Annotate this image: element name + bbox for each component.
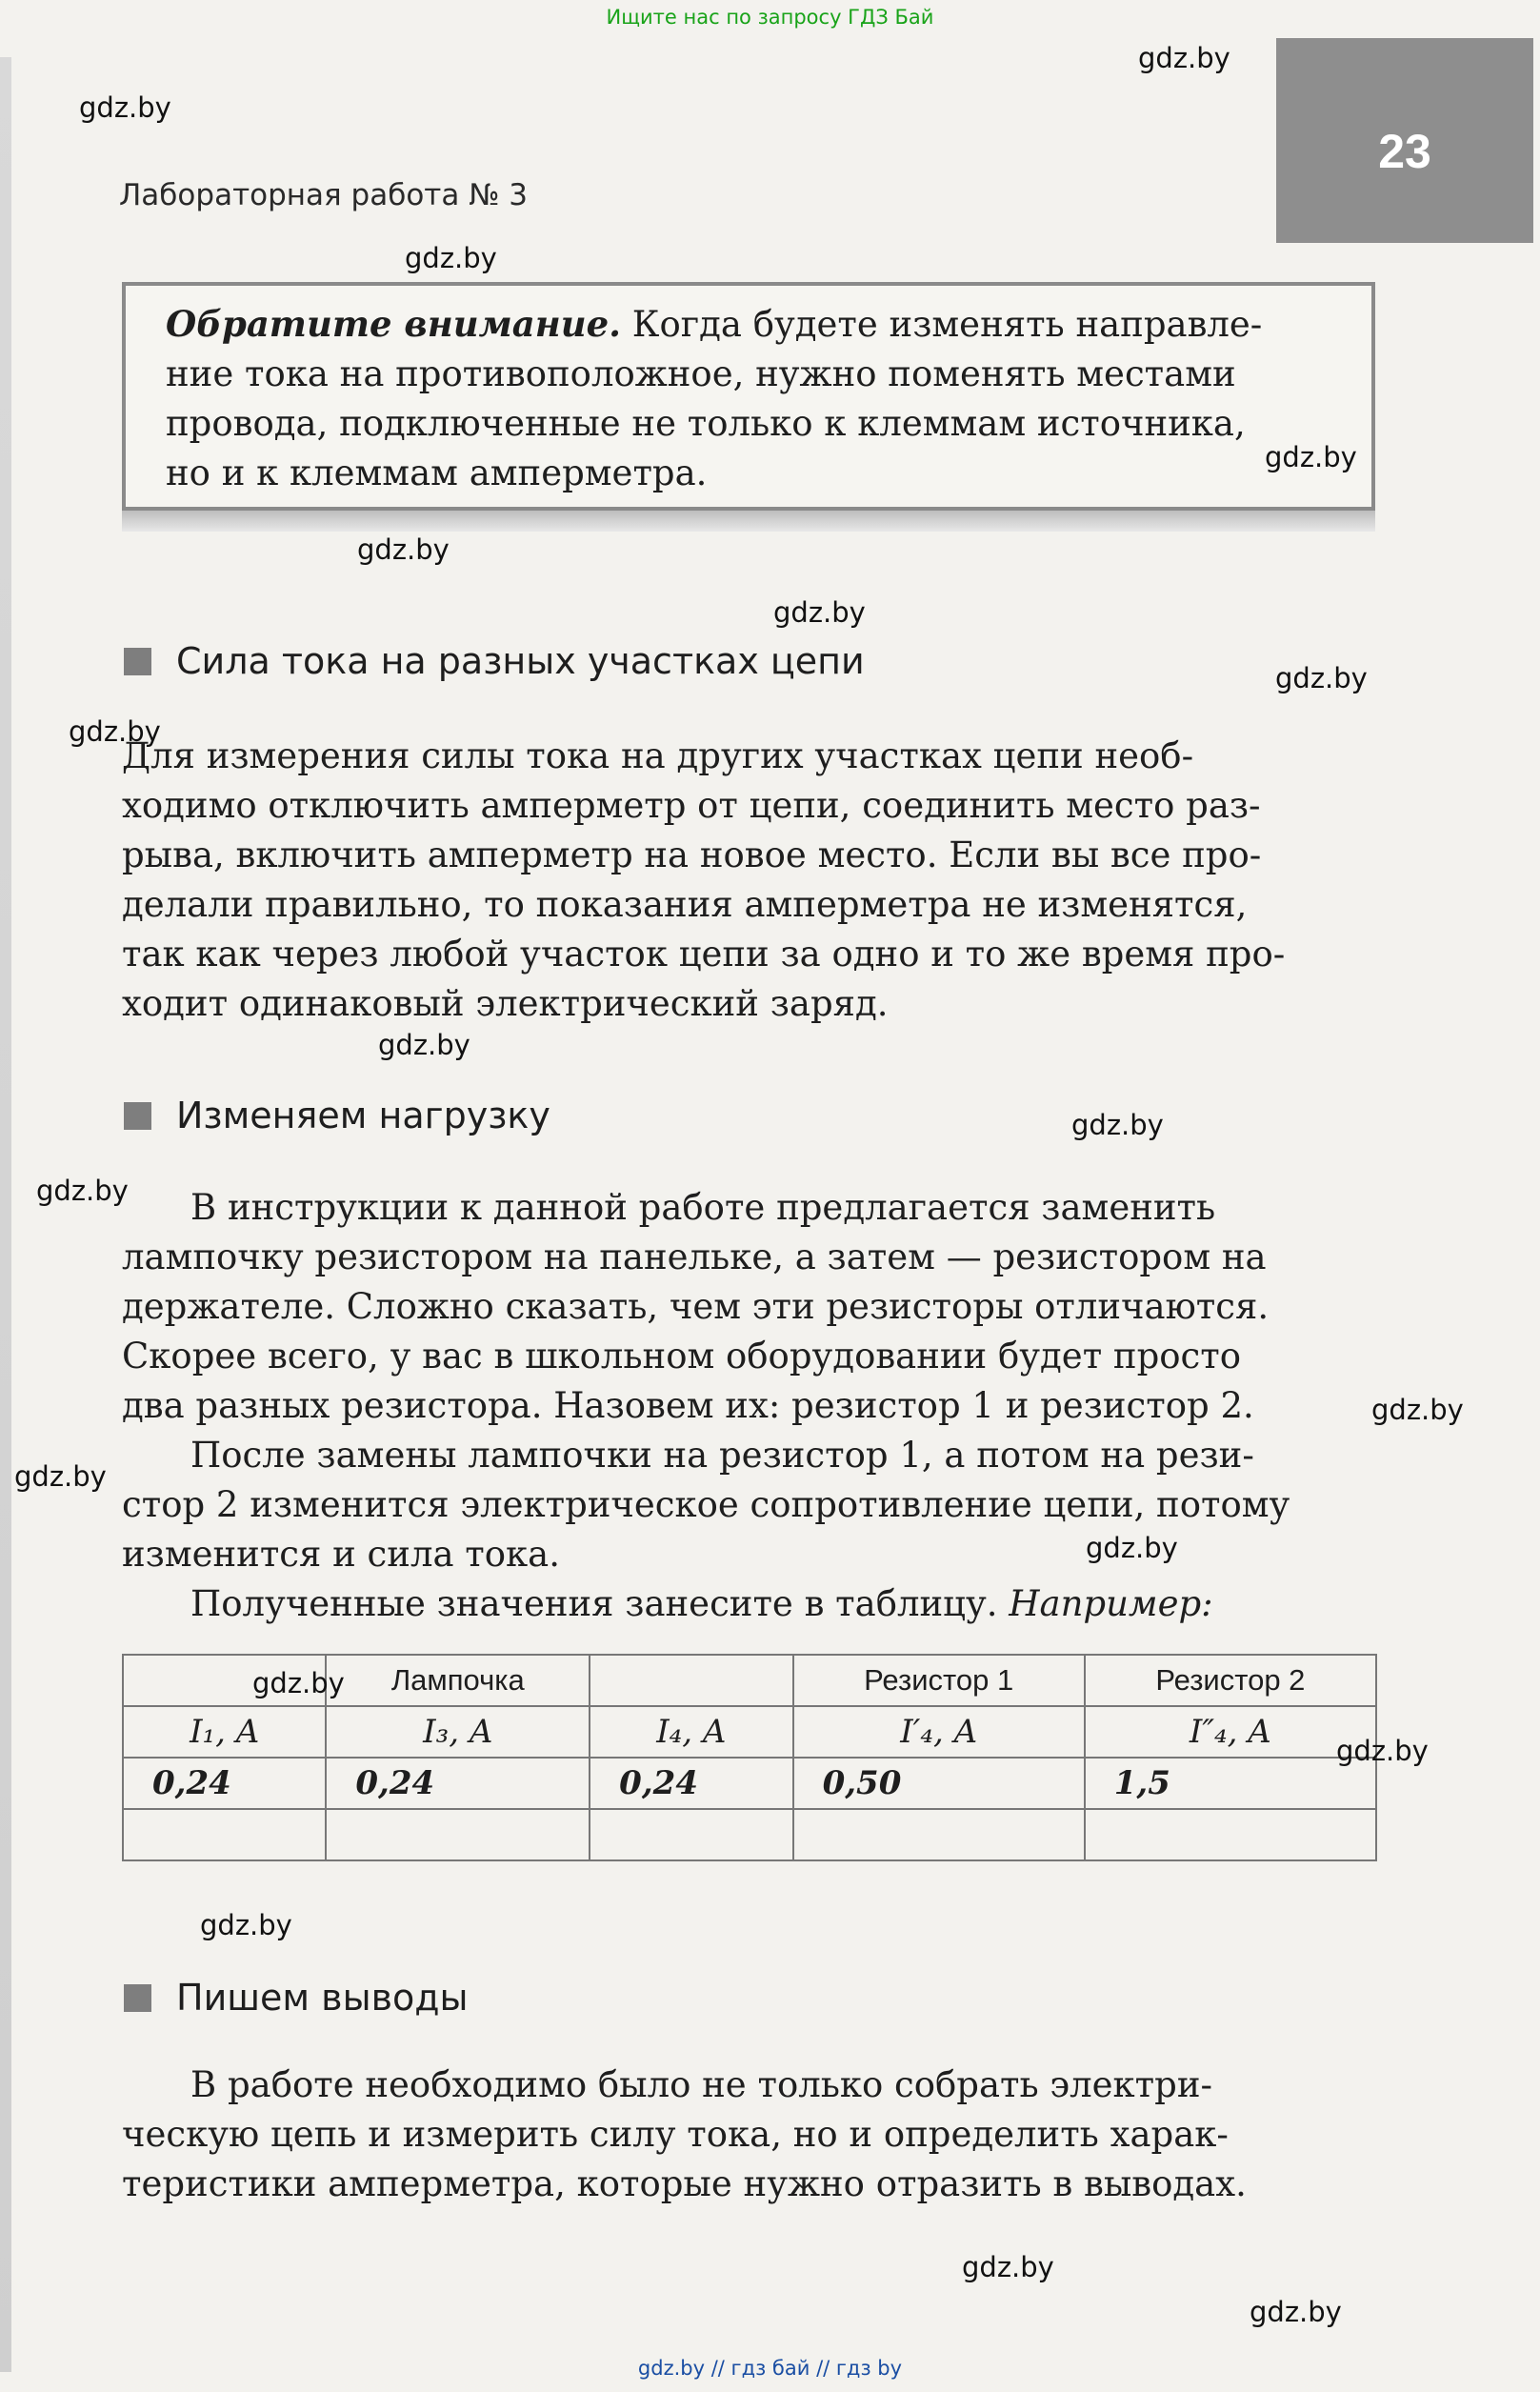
text-line: ческую цепь и измерить силу тока, но и определить харак- <box>122 2114 1229 2155</box>
table-cell: 0,24 <box>326 1758 590 1809</box>
text-line: теристики амперметра, которые нужно отразить в выводах. <box>122 2163 1247 2204</box>
watermark: gdz.by <box>1371 1394 1464 1426</box>
watermark: gdz.by <box>36 1175 129 1207</box>
table-cell: I₄, A <box>590 1706 792 1758</box>
text-line: В инструкции к данной работе предлагается заменить <box>190 1187 1216 1228</box>
text-line: ходимо отключить амперметр от цепи, соединить место раз- <box>122 785 1261 826</box>
top-banner-link[interactable]: Ищите нас по запросу ГДЗ Бай <box>606 6 934 29</box>
section-heading-conclusions <box>124 1977 469 2019</box>
watermark: gdz.by <box>1086 1532 1178 1564</box>
table-empty-row <box>123 1809 1376 1860</box>
section-title: Изменяем нагрузку <box>176 1095 550 1136</box>
text-line: стор 2 изменится электрическое сопротивление цепи, потому <box>122 1484 1290 1525</box>
table-units-row <box>123 1706 1376 1758</box>
table-header-cell: Резистор 1 <box>793 1655 1085 1706</box>
watermark: gdz.by <box>1071 1109 1164 1141</box>
running-header: Лабораторная работа № 3 <box>119 178 529 212</box>
table-cell: 0,24 <box>123 1758 326 1809</box>
section-bullet-icon <box>124 1102 151 1130</box>
watermark: gdz.by <box>200 1909 292 1941</box>
watermark: gdz.by <box>962 2251 1054 2283</box>
section-title: Пишем выводы <box>176 1977 469 2019</box>
watermark: gdz.by <box>773 596 866 629</box>
table-values-row <box>123 1758 1376 1809</box>
section-current-text <box>122 732 1379 1029</box>
table-cell: I′₄, A <box>793 1706 1085 1758</box>
watermark: gdz.by <box>357 533 450 566</box>
section-heading-current <box>124 640 865 682</box>
watermark: gdz.by <box>405 242 497 274</box>
table-cell: I₃, A <box>326 1706 590 1758</box>
section-heading-load <box>124 1095 550 1136</box>
section-bullet-icon <box>124 648 151 675</box>
text-line: После замены лампочки на резистор 1, а потом на рези- <box>190 1435 1254 1476</box>
section-title: Сила тока на разных участках цепи <box>176 640 865 682</box>
note-line: но и к клеммам амперметра. <box>166 452 708 493</box>
table-header-cell: Резистор 2 <box>1085 1655 1376 1706</box>
text-line: рыва, включить амперметр на новое место. Если вы все про- <box>122 834 1262 875</box>
text-line: В работе необходимо было не только собрать электри- <box>190 2064 1212 2105</box>
table-header-cell <box>590 1655 792 1706</box>
note-line: Когда будете изменять направле- <box>621 304 1263 345</box>
watermark: gdz.by <box>1138 42 1230 74</box>
section-bullet-icon <box>124 1984 151 2012</box>
note-line: ние тока на противоположное, нужно поменять местами <box>166 353 1236 394</box>
table-cell: 0,24 <box>590 1758 792 1809</box>
bottom-footer-link[interactable]: gdz.by // гдз бай // гдз by <box>637 2357 903 2380</box>
watermark: gdz.by <box>69 715 161 748</box>
page-number: 23 <box>1378 125 1431 178</box>
watermark: gdz.by <box>252 1667 345 1699</box>
text-line: Скорее всего, у вас в школьном оборудовании будет просто <box>122 1336 1242 1377</box>
table-cell: 1,5 <box>1085 1758 1376 1809</box>
watermark: gdz.by <box>1265 441 1357 473</box>
table-cell: 0,50 <box>793 1758 1085 1809</box>
watermark: gdz.by <box>378 1029 470 1061</box>
table-header-cell: Лампочка <box>326 1655 590 1706</box>
text-line: так как через любой участок цепи за одно и то же время про- <box>122 934 1286 975</box>
section-conclusions-text <box>122 2060 1379 2209</box>
note-lead: Обратите внимание. <box>166 303 622 345</box>
table-intro-text: Полученные значения занесите в таблицу. <box>190 1583 1010 1624</box>
table-cell <box>1085 1809 1376 1860</box>
text-line: держателе. Сложно сказать, чем эти резисторы отличаются. <box>122 1286 1270 1327</box>
text-line: лампочку резистором на панельке, а затем — резистором на <box>122 1236 1267 1277</box>
section-load-text <box>122 1183 1379 1629</box>
text-line: Для измерения силы тока на других участках цепи необ- <box>122 735 1194 776</box>
text-line: делали правильно, то показания амперметра не изменятся, <box>122 884 1248 925</box>
text-line: изменится и сила тока. <box>122 1534 560 1575</box>
text-line: ходит одинаковый электрический заряд. <box>122 983 889 1024</box>
watermark: gdz.by <box>79 91 171 124</box>
table-cell: I₁, A <box>123 1706 326 1758</box>
table-intro-example: Например: <box>1009 1583 1213 1624</box>
note-box-shadow <box>122 511 1375 532</box>
page-edge-shadow <box>0 57 11 2372</box>
attention-note-box <box>122 282 1375 511</box>
table-cell <box>326 1809 590 1860</box>
note-line: провода, подключенные не только к клеммам источника, <box>166 403 1246 444</box>
watermark: gdz.by <box>1250 2296 1342 2328</box>
table-cell: I″₄, A <box>1085 1706 1376 1758</box>
watermark: gdz.by <box>14 1460 107 1493</box>
table-cell <box>590 1809 792 1860</box>
table-cell <box>793 1809 1085 1860</box>
watermark: gdz.by <box>1275 662 1368 694</box>
table-cell <box>123 1809 326 1860</box>
text-line: два разных резистора. Назовем их: резистор 1 и резистор 2. <box>122 1385 1254 1426</box>
watermark: gdz.by <box>1336 1735 1429 1767</box>
table-intro <box>122 1579 1379 1629</box>
